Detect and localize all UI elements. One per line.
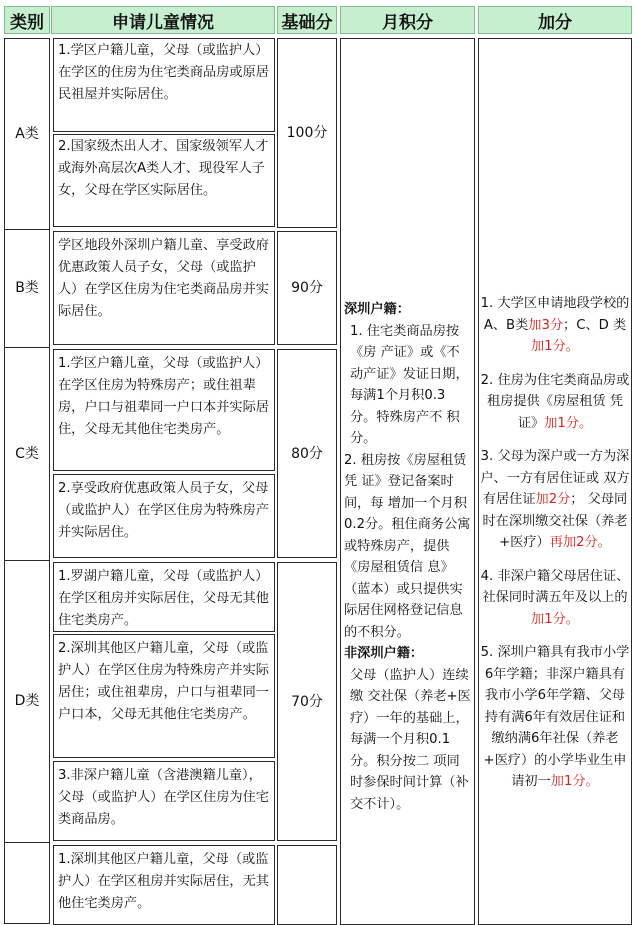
bonus-text (480, 293, 630, 793)
monthly-sz-rule1: 1. 住宅类商品房按《房 产证》或《不动产证》发证日期，每满1个月积0.3分。特殊房产不 积分。 (350, 323, 469, 446)
header-base-points: 基础分 (277, 6, 337, 34)
situation-e1: 1.深圳其他区户籍儿童，父母（或监护人）在学区租房并实际居住，无其他住宅类房产。 (58, 852, 269, 911)
base-points-d: 70分 (291, 693, 323, 710)
monthly-nonsz-title: 非深圳户籍： (344, 646, 424, 661)
category-d: D类 (14, 693, 40, 709)
bonus-item-2-points: 加1分。 (544, 415, 593, 431)
header-bonus: 加分 (478, 6, 632, 34)
situation-c2: 2.享受政府优惠政策人员子女，父母（或监护人）在学区住房为特殊房产 并实际居住。 (58, 481, 269, 540)
monthly-sz-title: 深圳户籍： (344, 302, 410, 317)
bonus-item-1-points-b: 加1分。 (531, 339, 579, 354)
base-points-a: 100分 (286, 125, 328, 141)
header-category: 类别 (4, 6, 50, 34)
bonus-item-2: 2. 住房为住宅类商品房或租房提供《房屋租赁 凭证》加1分。 (480, 372, 630, 431)
base-points-c: 80分 (291, 445, 323, 462)
base-e-box (277, 845, 337, 925)
situation-c1: 1.学区户籍儿童，父母（或监护人）在学区住房为特殊房产；或住祖辈房，户口与祖辈同一户口本并实际居 住，父母无其他住宅类房产。 (58, 356, 269, 437)
monthly-sz-rule2: 2. 租房按《房屋租赁凭 证》登记备案时间，每 增加一个月积0.2分。租住商务公寓或特殊房产，提供《房屋租赁信 息》（蓝本）或只提供实际居住网格登记信息的不积分。 (344, 452, 471, 640)
bonus-item-1: 1. 大学区申请地段学校的A、B类加3分；C、D 类加1分。 (480, 296, 630, 354)
monthly-nonsz-rule: 父母（监护人）连续缴 交社保（养老+医疗）一年的基础上，每满一个月积0.1分。积分按二 项同时参保时间计算（补交不计）。 (350, 667, 471, 812)
situation-d1: 1.罗湖户籍儿童，父母（或监护人）在学区租房并实际居住，父母无其他住宅类房产。 (58, 569, 269, 628)
header-situation: 申请儿童情况 (51, 6, 275, 34)
category-a: A类 (15, 125, 39, 142)
category-b: B类 (15, 280, 39, 296)
bonus-item-3-points: 加2分 (535, 492, 571, 507)
situation-b1: 学区地段外深圳户籍儿童、享受政府 优惠政策人员子女，父母（或监护 人）在学区住房为住宅类商品房并实 际居住。 (58, 238, 269, 319)
category-c: C类 (15, 445, 39, 462)
bonus-item-3-points-b: 再加2分。 (549, 535, 611, 550)
situation-d2: 2.深圳其他区户籍儿童，父母（或监护人）在学区住房为特殊房产并实际居住；或住祖辈房，户口与祖辈同一户口本，父母无其他住宅类房产。 (58, 641, 269, 722)
situation-a2: 2.国家级杰出人才、国家级领军人才或海外高层次A类人才、现役军人子女，父母在学区实际居住。 (58, 139, 269, 198)
bonus-item-4: 4. 非深户籍父母居住证、社保同时满五年及以上的加1分。 (480, 568, 630, 627)
situation-a1: 1.学区户籍儿童，父母（或监护人）在学区的住房为住宅类商品房或原居 民祖屋并实际居住。 (58, 43, 269, 102)
bonus-item-1-points: 加3分 (528, 317, 564, 333)
situation-d3: 3.非深户籍儿童（含港澳籍儿童），父母（或监护人）在学区住房为住宅 类商品房。 (58, 768, 269, 827)
bonus-item-5-points: 加1分。 (550, 774, 599, 789)
header-monthly-points: 月积分 (340, 6, 475, 34)
monthly-points-text (340, 299, 475, 815)
bonus-item-3: 3. 父母为深户或一方为深户、一方有居住证或 双方有居住证加2分； 父母同时在深圳缴交社保（养老+医疗）再加2分。 (480, 449, 630, 550)
bonus-item-5: 5. 深圳户籍具有我市小学6年学籍；非深户籍具有我市小学6年学籍、父母持有满6年有效居住证和缴纳满6年社保（养老+医疗）的小学毕业生申请初一加1分。 (480, 645, 630, 789)
bonus-item-4-points: 加1分。 (531, 611, 579, 627)
base-points-b: 90分 (291, 280, 323, 296)
